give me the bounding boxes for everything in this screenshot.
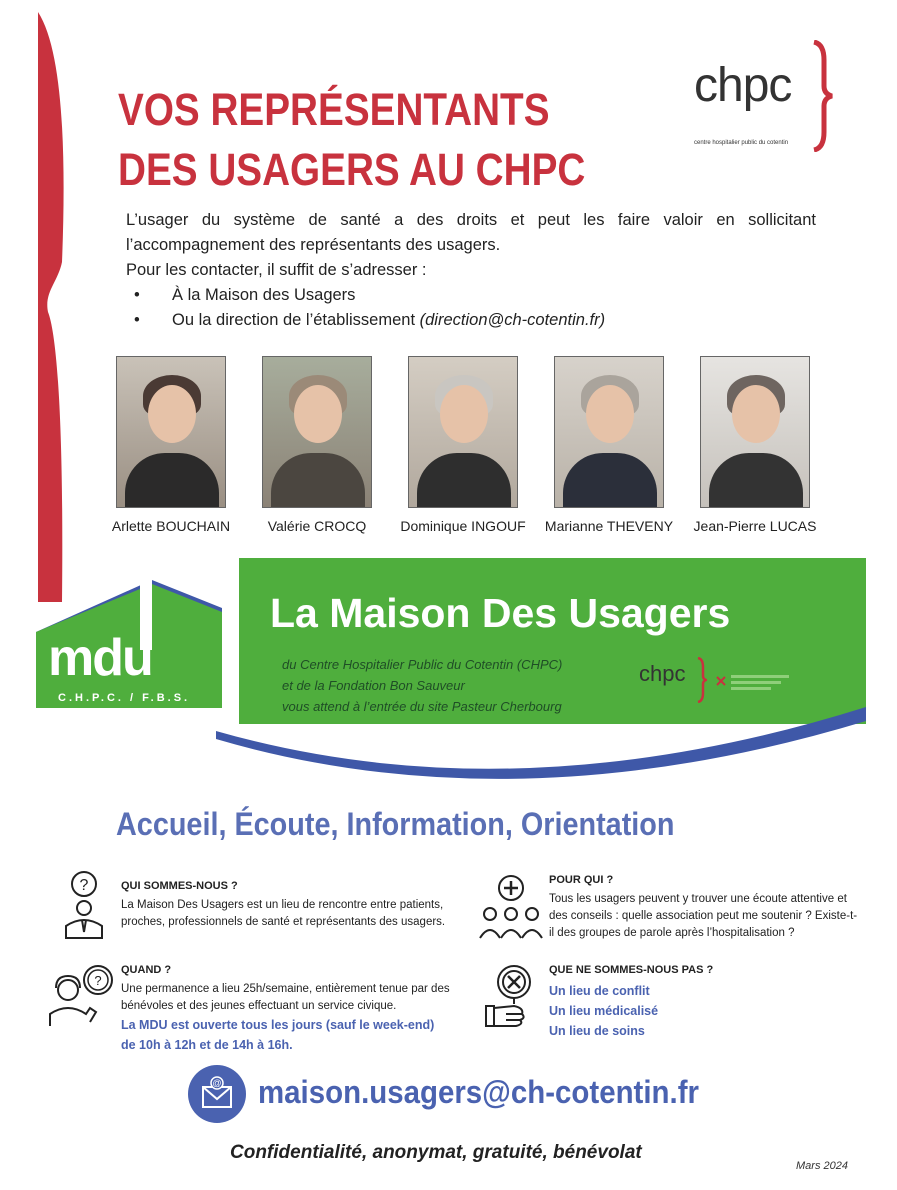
contact-item-label: Ou la direction de l’établissement (172, 311, 416, 329)
svg-text:?: ? (79, 877, 89, 894)
for-whom-section (549, 872, 859, 942)
contact-list (126, 283, 816, 333)
contact-line: Pour les contacter, il suffit de s’adresser : (126, 261, 427, 279)
red-bracket-icon (812, 40, 834, 152)
representative-photo (262, 356, 372, 508)
representative-photo (700, 356, 810, 508)
mdu-banner (36, 552, 866, 792)
representative-name: Valérie CROCQ (267, 518, 367, 534)
tagline: Accueil, Écoute, Information, Orientation (116, 806, 675, 842)
representative-card (106, 356, 236, 534)
not-section (549, 962, 849, 1041)
partner-logos (639, 657, 799, 707)
representative-photo (116, 356, 226, 508)
who-heading: QUI SOMMES-NOUS ? (121, 880, 238, 892)
when-text: Une permanence a lieu 25h/semaine, entièrement tenue par des bénévoles et des jeunes effectuant un service civique. (121, 983, 450, 1012)
chpc-logo (690, 40, 840, 155)
red-decorative-bar (34, 12, 66, 602)
intro-paragraph: L’usager du système de santé a des droits et peut les faire valoir en sollicitant l’accompagnement des représentants des usagers. (126, 211, 816, 254)
mdu-subtitle-line: vous attend à l’entrée du site Pasteur Cherbourg (282, 699, 562, 714)
contact-item-direction (126, 308, 816, 333)
bon-sauveur-logo-icon (715, 671, 795, 693)
publication-date: Mars 2024 (796, 1160, 848, 1172)
mdu-subtitle-line: et de la Fondation Bon Sauveur (282, 678, 465, 693)
chpc-logo-text: chpc (694, 59, 792, 112)
representative-photo (408, 356, 518, 508)
opening-hours: La MDU est ouverte tous les jours (sauf le week-end) de 10h à 12h et de 14h à 16h. (121, 1018, 435, 1052)
mdu-logo-subtitle: C.H.P.C. / F.B.S. (58, 692, 191, 704)
direction-email: (direction@ch-cotentin.fr) (419, 311, 606, 329)
intro-text (126, 208, 816, 333)
for-whom-text: Tous les usagers peuvent y trouver une écoute attentive et des conseils : quelle association peut me soutenir ? Existe-t-il des groupes de parole après l’hospitalisation ? (549, 893, 858, 939)
representative-name: Arlette BOUCHAIN (111, 518, 231, 534)
mdu-logo-text: mdu (48, 629, 152, 687)
no-hand-icon (484, 962, 538, 1032)
not-item: Un lieu médicalisé (549, 1004, 659, 1018)
title-line-1: VOS REPRÉSENTANTS (118, 84, 550, 135)
representative-name: Marianne THEVENY (544, 518, 674, 534)
blue-swoosh (216, 707, 866, 787)
representative-photo (554, 356, 664, 508)
footer-values: Confidentialité, anonymat, gratuité, bénévolat (230, 1142, 642, 1163)
contact-item-mdu (126, 283, 816, 308)
not-heading: QUE NE SOMMES-NOUS PAS ? (549, 964, 714, 976)
when-heading: QUAND ? (121, 964, 172, 976)
clock-person-icon (46, 962, 116, 1028)
svg-text:?: ? (94, 973, 102, 988)
mini-bracket-icon (697, 657, 707, 703)
representative-card (398, 356, 528, 534)
representative-name: Jean-Pierre LUCAS (693, 518, 817, 534)
mini-chpc-logo: chpc (639, 661, 686, 686)
mdu-subtitle-line: du Centre Hospitalier Public du Cotentin (CHPC) (282, 657, 563, 672)
contact-item-label: À la Maison des Usagers (172, 286, 356, 304)
svg-text:@: @ (212, 1078, 222, 1088)
group-medical-icon (478, 870, 544, 942)
not-item: Un lieu de soins (549, 1024, 645, 1038)
title-line-2: DES USAGERS AU CHPC (118, 144, 586, 195)
contact-email-link[interactable]: maison.usagers@ch-cotentin.fr (258, 1074, 699, 1110)
page-title (118, 80, 585, 200)
representative-name: Dominique INGOUF (400, 518, 526, 534)
when-section (121, 962, 451, 1055)
representative-card (544, 356, 674, 534)
mdu-title: La Maison Des Usagers (270, 590, 731, 636)
who-text: La Maison Des Usagers est un lieu de rencontre entre patients, proches, professionnels de santé et représentants des usagers. (121, 899, 446, 928)
not-item: Un lieu de conflit (549, 984, 650, 998)
chpc-logo-subtitle: centre hospitalier public du cotentin (694, 140, 789, 146)
for-whom-heading: POUR QUI ? (549, 874, 614, 886)
email-icon (188, 1065, 246, 1123)
question-person-icon (60, 870, 108, 940)
representatives-row (108, 356, 828, 546)
representative-card (252, 356, 382, 534)
representative-card (690, 356, 820, 534)
who-section (121, 878, 451, 931)
